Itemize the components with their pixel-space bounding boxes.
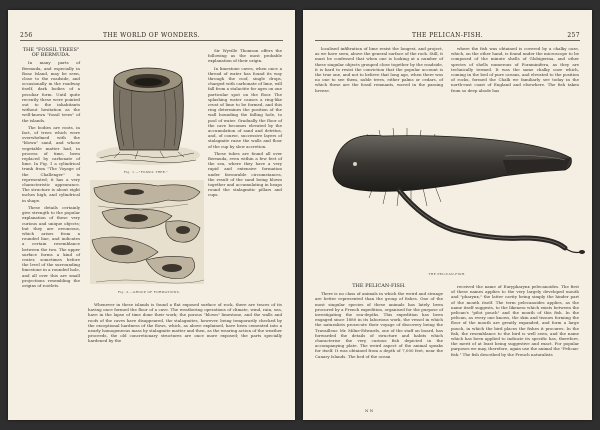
left-page [8,10,295,420]
paragraph: where the fish was obtained is covered by a chalky ooze, which, on the other hand, is found under the microscope to be composed of the minute shells of Globigerina, and other species of shells numerous of Foraminifera, as they are technically termed. It was the same chalky ooze which, coming in the bed of pure oceans, and elevated to the position of rocks, formed the Chalk we familiarly see today in the north-east coast of England and elsewhere. The fish taken from so deep abode has [451,46,579,93]
right-top-column-2 [451,46,579,93]
paragraph: localised infiltration of lime resist the longest, and project, as we have seen, above the general surface of the rock. Still, it must be confessed that when one is looking at a number of these singular objects grouped close together by the roadside, it is hard to resist the conviction that the popular account is the true one, and not to believe that long ago, when there was no one to see them, noble trees, either palms or cedars, of which these are the fossil remnants, waved in the passing breeze. [315,46,443,93]
left-column-2-lower [88,302,282,410]
paragraph: These details certainly give strength to the popular explanation of these very curious and unique objects; but they are erroneous, which arises from a rounded line, and indicates a certain resemblance between the two. The upper surface forms a kind of crater, sometimes before the level of the surrounding limestone in a rounded hole, and all over this are small projections resembling the origins of rootlets. [22,204,80,288]
figure-1-caption: Fig. 1.—"FOSSIL TREE." [123,170,169,174]
figure-fossil-tree [90,50,202,170]
left-column-1 [22,48,80,410]
illustration-caption: THE PELICAN-FISH. [428,272,466,276]
right-bottom-column-2 [451,284,579,410]
page-number: 256 [20,32,33,39]
pelican-fish-illustration [303,90,592,266]
paragraph: In limestone caves, when once a thread of water has found its way through the roof, single drops, charged with carbonate of lime, will fall from a stalactite for ages on one particular spot on the floor. The splashing water causes a ring-like crust of lime to be formed, and this ring determines the position of the wall bounding the falling hole, to pool of water. Gradually the floor of the cave becomes elevated by the accumulation of sand and detritus, and, of course, successive layers of stalagmite raise the walls and floor of the cup by slow accretion. [208,65,282,149]
right-bottom-column-1 [315,284,443,404]
running-title: THE WORLD OF WONDERS. [102,32,201,39]
right-top-column-1 [315,46,443,93]
section-heading: THE PELICAN-FISH. [352,283,406,289]
paragraph: received the name of Eurypharynx pelecanoides. The first of these names applies to the very largely developed mouth and "pharynx," the latter cavity being simply the hinder part of the mouth itself. The term pelecanoides applies, as the name itself suggests, to the likeness which exists between the pelican's "pilot pouch" and the mouth of this fish. In the pelican, as every one knows, the skin and tissues forming the floor of the mouth are greatly expanded, and form a large pouch, in which the bird places the fishes it procures. In the fish, the resemblance to the bird is well seen, and the name which has been applied to indicate its specific has, therefore, the merit of at least being suggestive and exact. For popular purposes we may, therefore, again use the animal the "Pelican-fish." The fish described by the French naturalists [451,284,579,357]
figure-group-formations [88,178,206,288]
section-heading: THE "FOSSIL TREES" OF BERMUDA. [22,47,80,59]
paragraph: Sir Wyville Thomson offers the following as the most probable explanation of their origin. [208,48,282,64]
header-rule [315,40,580,41]
page-number: 257 [567,32,580,39]
signature-mark: N N [365,408,374,413]
running-title: THE PELICAN-FISH. [411,32,484,39]
right-page [303,10,592,420]
paragraph: The bodies are roots, in fact, of trees which were overwhelmed with the "blown" sand, and whose vegetable matter had, in process of time, been replaced by carbonate of lime. In Fig. 1 a cylindrical trunk from "The Voyage of the Challenger" is represented; it has a very characteristic appearance. The structure is about eight inches high, and cylindrical in shape. [22,124,80,203]
paragraph: In many parts of Bermuda, and especially in Boaz Island, may be seen, close to the roadside, and occasionally in the roadway itself, dark bodies of a peculiar form. Until quite recently these were pointed out to the inhabitants without hesitation as the well-known "fossil trees" of the islands. [22,60,80,123]
paragraph: There is no class of animals in which the weird and strange are better represented than the group of fishes. One of the most singular species of these animals has lately been procured by a French expedition, organised for the purpose of investigating the sea-depths. This expedition has been engaged since 1880 in its laborious work, the vessel in which the naturalists prosecute their voyage of discovery being the Travailleur. Mr. Milne-Edwards, one of the staff on board, has forwarded the details of structure and habits which characterise the very curious fish depicted in the accompanying plate. The weird aspect of the animal speaks for itself. It was obtained from a depth of 7,000 feet, near the Canary Islands. The bed of the ocean [315,291,443,359]
left-column-2 [208,48,282,298]
paragraph: These tubes are found all over Bermuda, even within a few feet of the sea, where they have a very rapid and extensive formation under favourable circumstances, the result of the sand being blown together and accumulating in heaps round the stalagmitic pillars and cups. [208,150,282,198]
paragraph: Whenever in these islands is found a flat exposed surface of rock, there are traces of its having once formed the floor of a cave. The weathering operations of climate, wind, rain, sea, have in the lapse of time done their work; the porous "blown" limestone, and the walls and roofs of the caves have disappeared, the stalagmites, however, being temporarily checked by the exceptional hardness of the flows, which, as above explained, have been cemented into a nearly homogeneous mass by stalagmite matter and then, as the wearing action of the weather proceeds, the old concretionary structures are once more exposed; the parts specially hardened by the [88,302,282,344]
header-rule [20,40,283,41]
figure-2-caption: Fig. 2.—GROUP OF FORMATIONS. [117,290,181,294]
